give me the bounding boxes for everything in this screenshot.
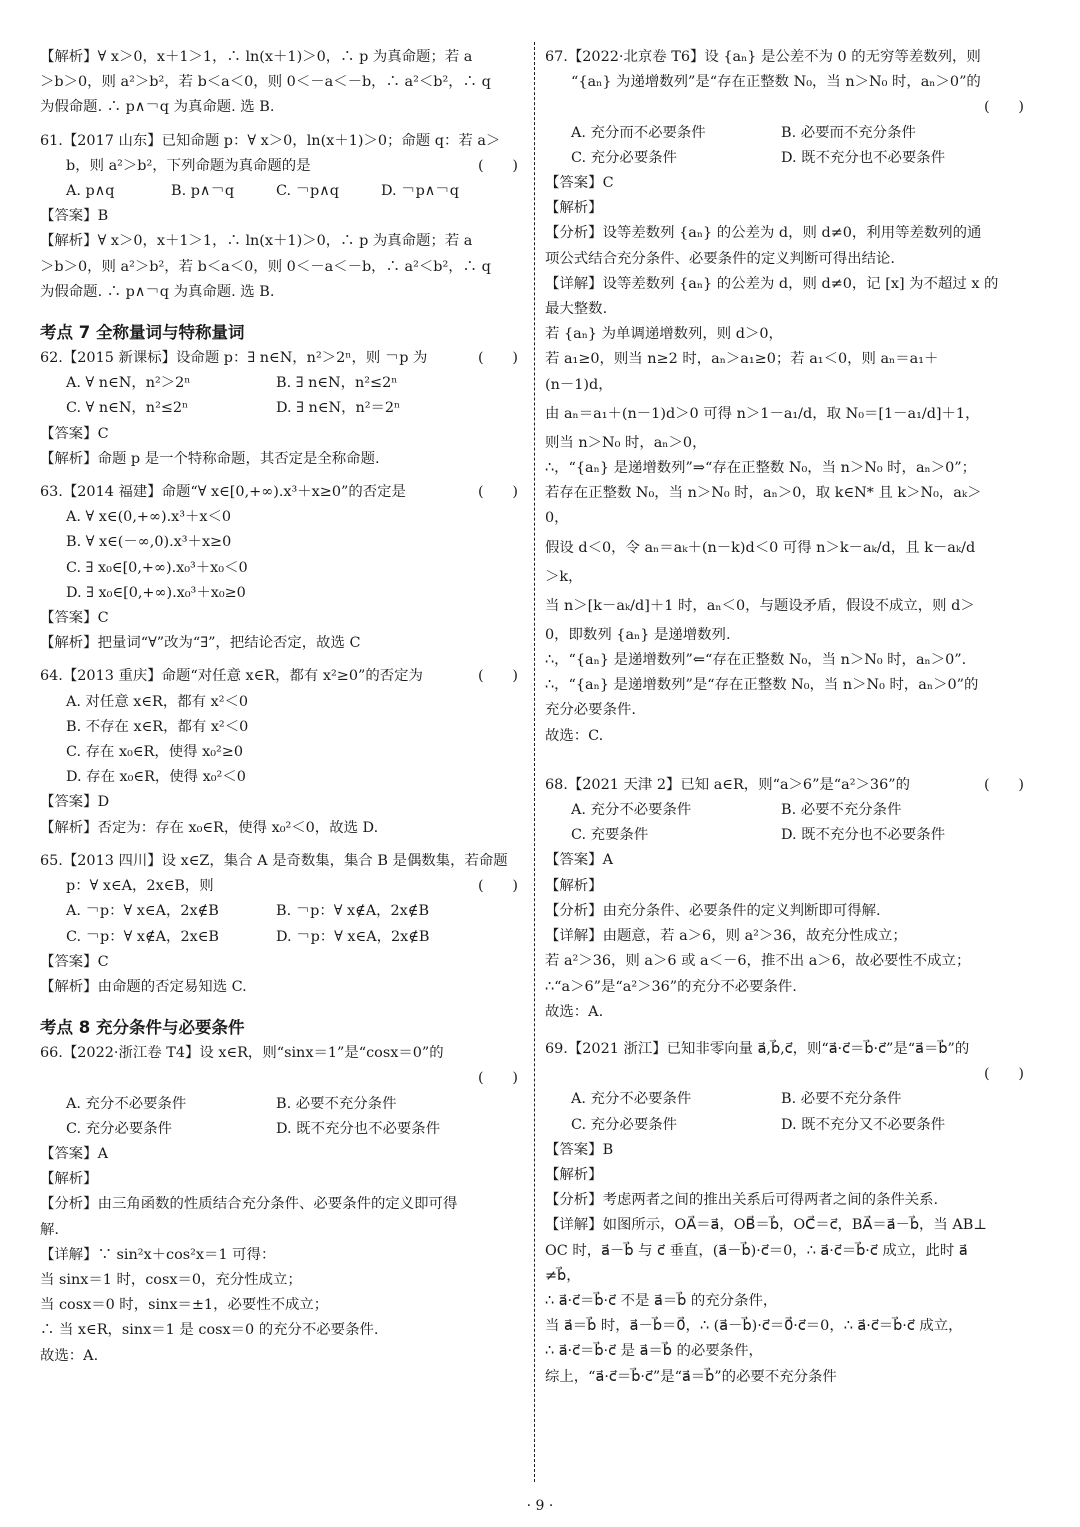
- answer-line: 【答案】A: [40, 1145, 108, 1162]
- text-line: 若 a²＞36，则 a＞6 或 a＜－6，推不出 a＞6，故必要性不成立；: [545, 953, 971, 970]
- option-d: D. 既不充分也不必要条件: [781, 149, 946, 166]
- answer-paren: ( ): [477, 878, 518, 895]
- text-line: 为假命题. ∴ p∧￢q 为真命题. 选 B.: [40, 283, 275, 300]
- option-b: B. p∧￢q: [171, 183, 235, 200]
- text-line: 故选：C.: [545, 727, 604, 744]
- text-line: ＞b＞0，则 a²＞b²，若 b＜a＜0，则 0＜－a＜－b，∴ a²＜b²，∴ q: [40, 74, 491, 91]
- option-a: A. 充分而不必要条件: [571, 124, 706, 141]
- text-line: 0，: [545, 510, 569, 527]
- option-a: A. 充分不必要条件: [571, 802, 692, 819]
- answer-line: 【答案】B: [545, 1141, 614, 1158]
- text-line: 【解析】∀ x＞0，x＋1＞1，∴ ln(x＋1)＞0，∴ p 为真命题；若 a: [40, 233, 473, 250]
- options-row: [40, 899, 526, 924]
- text-line: ∴ a⃗·c⃗＝b⃗·c⃗ 不是 a⃗＝b⃗ 的充分条件，: [545, 1292, 778, 1309]
- options-row: [545, 823, 1032, 848]
- option-a: A. ∀ n∈N，n²＞2ⁿ: [66, 375, 191, 392]
- text-line: 故选：A.: [40, 1347, 99, 1364]
- answer-paren: ( ): [477, 157, 518, 174]
- question-66: 66.【2022·浙江卷 T4】设 x∈R，则“sinx＝1”是“cosx＝0”的: [40, 1045, 444, 1062]
- options-row: [545, 121, 1032, 146]
- text-line: 由 aₙ＝a₁＋(n－1)d＞0 可得 n＞1－a₁/d，取 N₀＝[1－a₁/d]＋1，: [545, 405, 980, 422]
- question-69: 69.【2021 浙江】已知非零向量 a⃗,b⃗,c⃗，则“a⃗·c⃗＝b⃗·c⃗”是“a⃗＝b⃗”的: [545, 1040, 970, 1057]
- option-d: D. 既不充分也不必要条件: [781, 827, 946, 844]
- text-line: 【解析】: [40, 1171, 98, 1188]
- option-d: D. ∃ n∈N，n²＝2ⁿ: [276, 400, 401, 417]
- option-a: A. 充分不必要条件: [66, 1095, 187, 1112]
- text-line: 【分析】设等差数列 {aₙ} 的公差为 d，则 d≠0，利用等差数列的通: [545, 225, 982, 242]
- text-line: 最大整数.: [545, 301, 608, 318]
- text-line: ＞k，: [545, 568, 583, 585]
- answer-paren: ( ): [983, 99, 1024, 116]
- option-a: A. ￢p：∀ x∈A，2x∉B: [66, 903, 219, 920]
- text-line: 当 sinx＝1 时，cosx＝0，充分性成立；: [40, 1271, 302, 1288]
- answer-line: 【答案】B: [40, 208, 109, 225]
- text-line: 【详解】设等差数列 {aₙ} 的公差为 d，则 d≠0，记 [x] 为不超过 x 的: [545, 275, 999, 292]
- answer-line: 【答案】C: [40, 425, 109, 442]
- options-row: [40, 1092, 526, 1117]
- text-line: 【解析】∀ x＞0，x＋1＞1，∴ ln(x＋1)＞0，∴ p 为真命题；若 a: [40, 49, 473, 65]
- text-line: 【解析】否定为：存在 x₀∈R，使得 x₀²＜0，故选 D.: [40, 819, 379, 836]
- text-line: 若存在正整数 N₀，当 n＞N₀ 时，aₙ＞0，取 k∈N* 且 k＞N₀，aₖ＞: [545, 485, 982, 502]
- text-line: ∴ a⃗·c⃗＝b⃗·c⃗ 是 a⃗＝b⃗ 的必要条件，: [545, 1343, 763, 1360]
- text-line: ∴，“{aₙ} 是递增数列”是“存在正整数 N₀，当 n＞N₀ 时，aₙ＞0”的: [545, 677, 979, 694]
- column-divider: [534, 42, 535, 1482]
- question-64: ( ) 64.【2013 重庆】命题“对任意 x∈R，都有 x²≥0”的否定为: [40, 664, 526, 689]
- option-a: A. p∧q: [66, 183, 115, 200]
- option-d: D. ￢p∧￢q: [381, 183, 459, 200]
- text-line: ∴“a＞6”是“a²＞36”的充分不必要条件.: [545, 978, 797, 995]
- options-row: [40, 925, 526, 950]
- answer-line: 【答案】A: [545, 852, 613, 869]
- option-d: D. ￢p：∀ x∈A，2x∉B: [276, 928, 430, 945]
- option-b: B. 不存在 x∈R，都有 x²＜0: [66, 718, 249, 735]
- option-b: B. 必要不充分条件: [781, 802, 902, 819]
- text-line: 【解析】: [545, 877, 603, 894]
- option-d: D. 存在 x₀∈R，使得 x₀²＜0: [66, 769, 246, 786]
- question-line: ( ) b，则 a²＞b²，下列命题为真命题的是: [40, 154, 526, 179]
- option-a: A. ∀ x∈(0,+∞).x³＋x＜0: [66, 509, 232, 526]
- option-d: D. 既不充分又不必要条件: [781, 1116, 946, 1133]
- text-line: 【解析】把量词“∀”改为“∃”，把结论否定，故选 C: [40, 635, 361, 652]
- answer-line: 【答案】C: [40, 610, 109, 627]
- text-line: 【解析】命题 p 是一个特称命题，其否定是全称命题.: [40, 450, 380, 467]
- text-line: ∴，“{aₙ} 是递增数列”⇐“存在正整数 N₀，当 n＞N₀ 时，aₙ＞0”.: [545, 652, 967, 669]
- text-line: (n－1)d，: [545, 376, 613, 393]
- text-line: 【解析】: [545, 200, 603, 217]
- question-68: ( ) 68.【2021 天津 2】已知 a∈R，则“a＞6”是“a²＞36”的: [545, 773, 1032, 798]
- question-63: ( ) 63.【2014 福建】命题“∀ x∈[0,+∞).x³＋x≥0”的否定是: [40, 480, 526, 505]
- text-line: 项公式结合充分条件、必要条件的定义判断可得出结论.: [545, 250, 895, 267]
- text-line: 当 a⃗＝b⃗ 时，a⃗－b⃗＝0⃗，∴ (a⃗－b⃗)·c⃗＝0⃗·c⃗＝0，∴ a⃗·c⃗＝b⃗·c⃗ 成立，: [545, 1318, 963, 1335]
- option-c: C. 充分必要条件: [571, 1116, 677, 1133]
- options-row: [40, 371, 526, 396]
- text-line: ∴，“{aₙ} 是递增数列”⇒“存在正整数 N₀，当 n＞N₀ 时，aₙ＞0”；: [545, 460, 977, 477]
- question-61: 61.【2017 山东】已知命题 p：∀ x＞0，ln(x＋1)＞0；命题 q：若 a＞: [40, 132, 501, 149]
- answer-line: 【答案】C: [40, 953, 109, 970]
- left-column: [40, 45, 526, 1369]
- text-line: 0，即数列 {aₙ} 是递增数列.: [545, 626, 731, 643]
- text-line: OC 时，a⃗－b⃗ 与 c⃗ 垂直，(a⃗－b⃗)·c⃗＝0，∴ a⃗·c⃗＝b⃗·c⃗ 成立，此时 a⃗: [545, 1242, 968, 1259]
- option-b: B. ￢p：∀ x∉A，2x∉B: [276, 903, 430, 920]
- option-c: C. 充分必要条件: [66, 1120, 172, 1137]
- options-row: [545, 146, 1032, 171]
- text-line: 【详解】∵ sin²x＋cos²x＝1 可得：: [40, 1246, 276, 1263]
- text-line: ≠b⃗，: [545, 1267, 581, 1284]
- answer-line: 【答案】C: [545, 175, 614, 192]
- text-line: 充分必要条件.: [545, 702, 636, 719]
- text-line: 故选：A.: [545, 1003, 604, 1020]
- option-b: B. 必要不充分条件: [276, 1095, 397, 1112]
- text-line: 当 n＞[k－aₖ/d]＋1 时，aₙ＜0，与题设矛盾，假设不成立，则 d＞: [545, 597, 975, 614]
- options-row: [40, 1117, 526, 1142]
- text-line: 为假命题. ∴ p∧￢q 为真命题. 选 B.: [40, 99, 275, 116]
- option-b: B. 必要而不充分条件: [781, 124, 916, 141]
- answer-paren: ( ): [477, 1070, 518, 1087]
- option-b: B. 必要不充分条件: [781, 1091, 902, 1108]
- page-number: · 9 ·: [526, 1498, 554, 1514]
- text-line: 【分析】由三角函数的性质结合充分条件、必要条件的定义即可得: [40, 1196, 458, 1213]
- text-line: ＞b＞0，则 a²＞b²，若 b＜a＜0，则 0＜－a＜－b，∴ a²＜b²，∴ q: [40, 258, 491, 275]
- option-d: D. 既不充分也不必要条件: [276, 1120, 441, 1137]
- text-line: 综上，“a⃗·c⃗＝b⃗·c⃗”是“a⃗＝b⃗”的必要不充分条件: [545, 1368, 837, 1385]
- question-line: [545, 95, 1032, 120]
- text-line: 解.: [40, 1221, 59, 1238]
- option-c: C. ￢p：∀ x∉A，2x∈B: [66, 928, 219, 945]
- option-b: B. ∃ n∈N，n²≤2ⁿ: [276, 375, 398, 392]
- question-65: 65.【2013 四川】设 x∈Z，集合 A 是奇数集，集合 B 是偶数集，若命题: [40, 852, 508, 869]
- text-line: 若 {aₙ} 为单调递增数列，则 d＞0，: [545, 326, 783, 343]
- text-line: 【解析】由命题的否定易知选 C.: [40, 978, 247, 995]
- text-line: 【分析】考虑两者之间的推出关系后可得两者之间的条件关系.: [545, 1192, 939, 1209]
- section-heading: 考点 7 全称量词与特称量词: [40, 323, 245, 343]
- question-line: ( ) p：∀ x∈A，2x∈B，则: [40, 874, 526, 899]
- option-c: C. 充要条件: [571, 827, 649, 844]
- options-row: [545, 798, 1032, 823]
- section-heading: 考点 8 充分条件与必要条件: [40, 1018, 245, 1038]
- text-line: 若 a₁≥0，则当 n≥2 时，aₙ＞a₁≥0；若 a₁＜0，则 aₙ＝a₁＋: [545, 351, 939, 368]
- text-line: 【解析】: [545, 1166, 603, 1183]
- text-line: ∴ 当 x∈R，sinx＝1 是 cosx＝0 的充分不必要条件.: [40, 1322, 379, 1339]
- option-a: A. 充分不必要条件: [571, 1091, 692, 1108]
- option-c: C. 充分必要条件: [571, 149, 677, 166]
- text-line: 假设 d＜0，令 aₙ＝aₖ＋(n－k)d＜0 可得 n＞k－aₖ/d，且 k－aₖ/d: [545, 539, 976, 556]
- option-a: A. 对任意 x∈R，都有 x²＜0: [66, 693, 249, 710]
- option-c: C. ∃ x₀∈[0,+∞).x₀³＋x₀＜0: [66, 559, 248, 576]
- question-line: [545, 1062, 1032, 1087]
- text-line: 则当 n＞N₀ 时，aₙ＞0，: [545, 434, 707, 451]
- question-line: “{aₙ} 为递增数列”是“存在正整数 N₀，当 n＞N₀ 时，aₙ＞0”的: [571, 74, 981, 91]
- answer-paren: ( ): [477, 350, 518, 367]
- right-column: [545, 45, 1032, 1390]
- options-row: [40, 396, 526, 421]
- question-line: [40, 1066, 526, 1091]
- option-c: C. ∀ n∈N，n²≤2ⁿ: [66, 400, 189, 417]
- options-row: [545, 1113, 1032, 1138]
- answer-paren: ( ): [477, 668, 518, 685]
- answer-paren: ( ): [477, 484, 518, 501]
- text-line: 【分析】由充分条件、必要条件的定义判断即可得解.: [545, 902, 881, 919]
- text-line: 当 cosx＝0 时，sinx＝±1，必要性不成立；: [40, 1297, 329, 1314]
- question-62: ( ) 62.【2015 新课标】设命题 p：∃ n∈N，n²＞2ⁿ，则 ￢p 为: [40, 346, 526, 371]
- text-line: 【详解】如图所示，OA⃗＝a⃗，OB⃗＝b⃗，OC⃗＝c⃗，BA⃗＝a⃗－b⃗，当 AB⊥: [545, 1217, 987, 1234]
- option-c: C. ￢p∧q: [276, 183, 339, 200]
- option-b: B. ∀ x∈(－∞,0).x³＋x≥0: [66, 534, 232, 551]
- answer-paren: ( ): [983, 1066, 1024, 1083]
- question-67: 67.【2022·北京卷 T6】设 {aₙ} 是公差不为 0 的无穷等差数列，则: [545, 49, 981, 65]
- option-d: D. ∃ x₀∈[0,+∞).x₀³＋x₀≥0: [66, 584, 246, 601]
- options-row: [40, 179, 526, 204]
- option-c: C. 存在 x₀∈R，使得 x₀²≥0: [66, 744, 243, 761]
- answer-paren: ( ): [983, 776, 1024, 793]
- options-row: [545, 1087, 1032, 1112]
- text-line: 【详解】由题意，若 a＞6，则 a²＞36，故充分性成立；: [545, 928, 907, 945]
- answer-line: 【答案】D: [40, 794, 110, 811]
